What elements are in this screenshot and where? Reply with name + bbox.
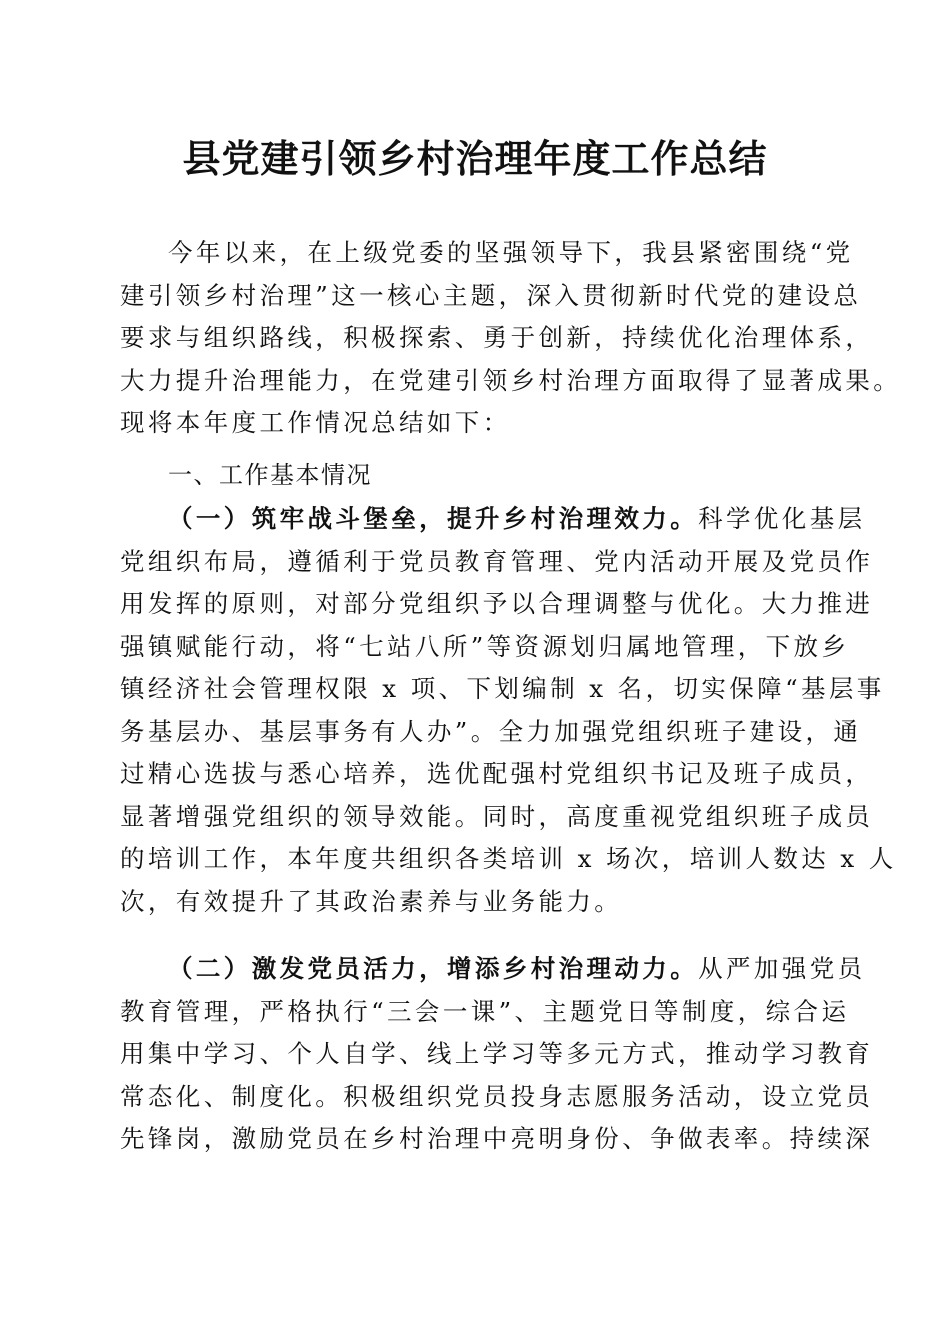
paragraph-1: [120, 498, 897, 923]
paragraph-2-first-rest: 从严加强党员: [698, 954, 866, 983]
paragraph-1-line: 务基层办、基层事务有人办”。全力加强党组织班子建设，通: [120, 716, 862, 746]
paragraph-2-lead: （二）激发党员活力，增添乡村治理动力。: [168, 954, 699, 983]
paragraph-2-line: 先锋岗，激励党员在乡村治理中亮明身份、争做表率。持续深: [120, 1124, 874, 1153]
intro-line: 今年以来，在上级党委的坚强领导下，我县紧密围绕“党: [168, 238, 854, 267]
intro-paragraph: [120, 232, 902, 445]
intro-line: 大力提升治理能力，在党建引领乡村治理方面取得了显著成果。: [120, 365, 902, 395]
paragraph-1-line: 的培训工作，本年度共组织各类培训 x 场次，培训人数达 x 人: [120, 844, 897, 873]
paragraph-1-lead: （一）筑牢战斗堡垒，提升乡村治理效力。: [168, 504, 699, 533]
paragraph-1-line: 显著增强党组织的领导效能。同时，高度重视党组织班子成员: [120, 801, 874, 831]
intro-line: 要求与组织路线，积极探索、勇于创新，持续优化治理体系，: [120, 323, 874, 352]
paragraph-2-line: 常态化、制度化。积极组织党员投身志愿服务活动，设立党员: [120, 1081, 874, 1111]
paragraph-1-line: 镇经济社会管理权限 x 项、下划编制 x 名，切实保障“基层事: [120, 674, 885, 703]
document-title: 县党建引领乡村治理年度工作总结: [182, 136, 768, 181]
paragraph-1-line: 强镇赋能行动，将“七站八所”等资源划归属地管理，下放乡: [120, 631, 850, 661]
paragraph-1-line: 过精心选拔与悉心培养，选优配强村党组织书记及班子成员，: [120, 759, 874, 788]
paragraph-1-line: 次，有效提升了其政治素养与业务能力。: [120, 886, 623, 916]
paragraph-2-line: 用集中学习、个人自学、线上学习等多元方式，推动学习教育: [120, 1039, 874, 1068]
paragraph-2-first-line: [120, 948, 866, 991]
paragraph-1-first-line: [120, 498, 866, 541]
intro-line: 建引领乡村治理”这一核心主题，深入贯彻新时代党的建设总: [120, 280, 862, 310]
section-heading: 一、工作基本情况: [168, 461, 372, 489]
paragraph-2: [120, 948, 874, 1161]
paragraph-1-line: 党组织布局，遵循利于党员教育管理、党内活动开展及党员作: [120, 546, 874, 576]
paragraph-2-line: 教育管理，严格执行“三会一课”、主题党日等制度，综合运: [120, 996, 850, 1026]
paragraph-1-first-rest: 科学优化基层: [698, 504, 866, 533]
paragraph-1-line: 用发挥的原则，对部分党组织予以合理调整与优化。大力推进: [120, 589, 874, 618]
intro-line: 现将本年度工作情况总结如下：: [120, 408, 511, 437]
